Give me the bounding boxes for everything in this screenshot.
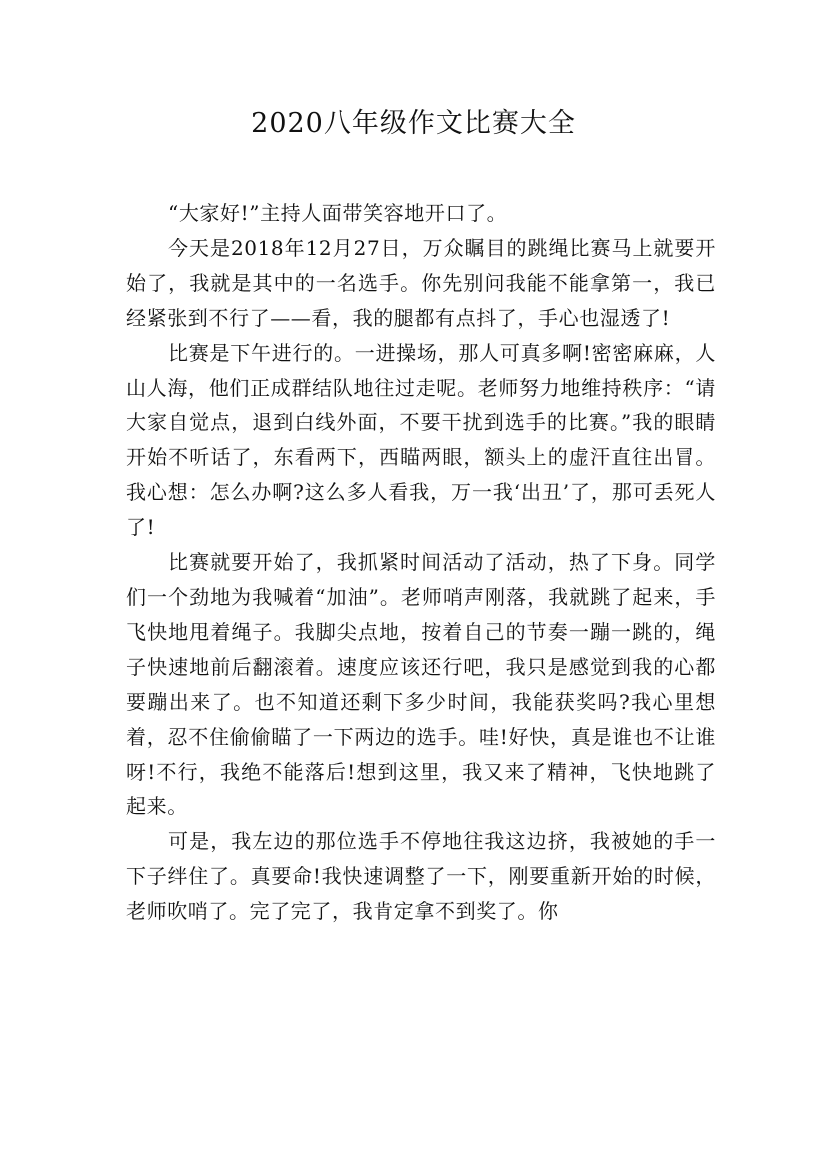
paragraph-5: 可是，我左边的那位选手不停地往我这边挤，我被她的手一下子绊住了。真要命!我快速调整了一下，刚要重新开始的时候，老师吹哨了。完了完了，我肯定拿不到奖了。你	[126, 829, 716, 924]
paragraph-2: 今天是2018年12月27日，万众瞩目的跳绳比赛马上就要开始了，我就是其中的一名选手。你先别问我能不能拿第一，我已经紧张到不行了——看，我的腿都有点抖了，手心也湿透了!	[126, 235, 716, 330]
document-body	[126, 196, 716, 929]
paragraph-1: “大家好!”主持人面带笑容地开口了。	[168, 201, 508, 225]
document-title: 2020八年级作文比赛大全	[251, 108, 576, 139]
paragraph-4: 比赛就要开始了，我抓紧时间活动了活动，热了下身。同学们一个劲地为我喊着“加油”。老师哨声刚落，我就跳了起来，手飞快地甩着绳子。我脚尖点地，按着自己的节奏一蹦一跳的，绳子快速地前后翻滚着。速度应该还行吧，我只是感觉到我的心都要蹦出来了。也不知道还剩下多少时间，我能获奖吗?我心里想着，忍不住偷偷瞄了一下两边的选手。哇!好快，真是谁也不让谁呀!不行，我绝不能落后!想到这里，我又来了精神，飞快地跳了起来。	[126, 550, 716, 819]
paragraph-3: 比赛是下午进行的。一进操场，那人可真多啊!密密麻麻，人山人海，他们正成群结队地往过走呢。老师努力地维持秩序：“请大家自觉点，退到白线外面，不要干扰到选手的比赛。”我的眼睛开始不听话了，东看两下，西瞄两眼，额头上的虚汗直往出冒。我心想：怎么办啊?这么多人看我，万一我‘出丑’了，那可丢死人了!	[126, 340, 716, 540]
